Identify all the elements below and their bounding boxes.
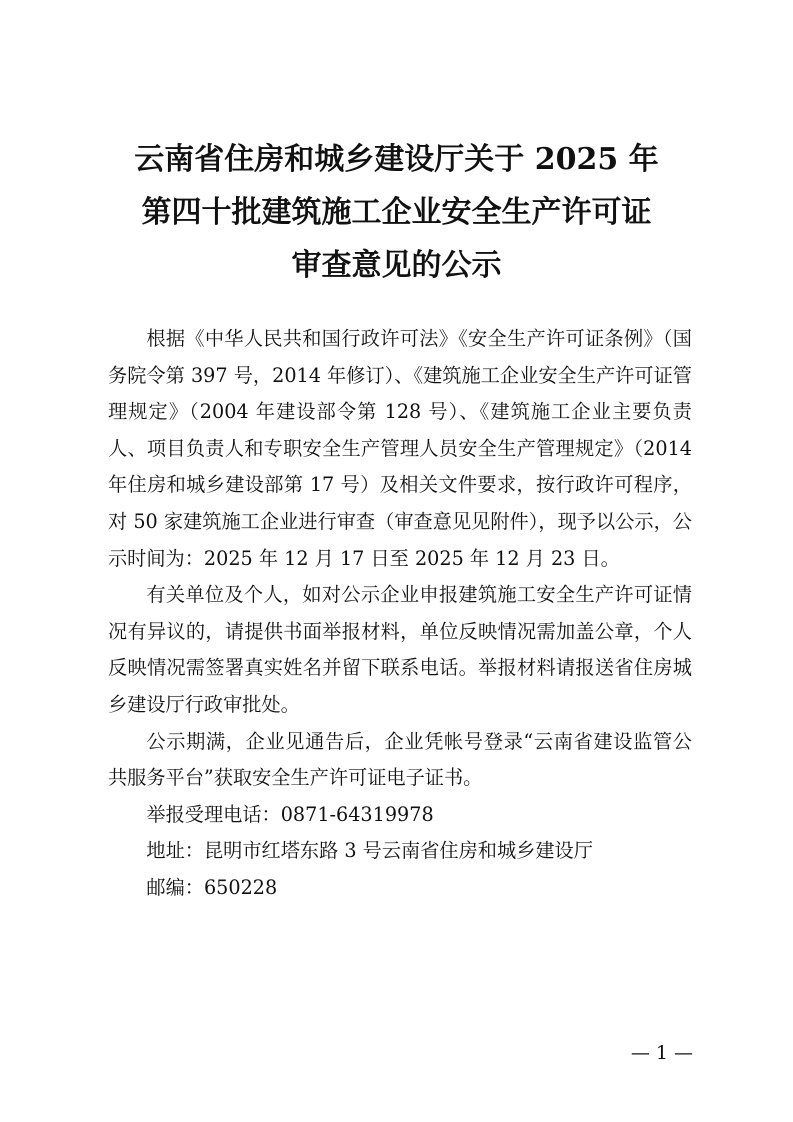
paragraph-certificate: 公示期满，企业见通告后，企业凭帐号登录“云南省建设监管公共服务平台”获取安全生产许可证电子证书。 bbox=[108, 729, 692, 790]
document-body bbox=[108, 321, 692, 907]
paragraph-legal-basis: 根据《中华人民共和国行政许可法》《安全生产许可证条例》（国务院令第 397 号，2014 年修订）、《建筑施工企业安全生产许可证管理规定》（2004 年建设部令第 128 号）、《建筑施工企业主要负责人、项目负责人和专职安全生产管理人员安全生产管理规定》（2014 年住房和城乡建设部第 17 号）及相关文件要求，按行政许可程序，对 50 家建筑施工企业进行审查（审查意见见附件），现予以公示，公示时间为：2025 年 12 月 17 日至 2025 年 12 月 23 日。 bbox=[108, 327, 692, 570]
contact-phone: 举报受理电话：0871-64319978 bbox=[146, 802, 434, 826]
document-title bbox=[0, 133, 793, 292]
title-line-1: 云南省住房和城乡建设厅关于 2025 年 bbox=[134, 142, 659, 177]
title-line-3: 审查意见的公示 bbox=[291, 248, 502, 283]
contact-postcode: 邮编：650228 bbox=[146, 875, 278, 899]
title-line-2: 第四十批建筑施工企业安全生产许可证 bbox=[141, 195, 652, 230]
contact-address: 地址：昆明市红塔东路 3 号云南省住房和城乡建设厅 bbox=[146, 839, 593, 863]
paragraph-objection: 有关单位及个人，如对公示企业申报建筑施工安全生产许可证情况有异议的，请提供书面举报材料，单位反映情况需加盖公章，个人反映情况需签署真实姓名并留下联系电话。举报材料请报送省住房城乡建设厅行政审批处。 bbox=[108, 583, 692, 716]
page-number: — 1 — bbox=[630, 1042, 693, 1064]
